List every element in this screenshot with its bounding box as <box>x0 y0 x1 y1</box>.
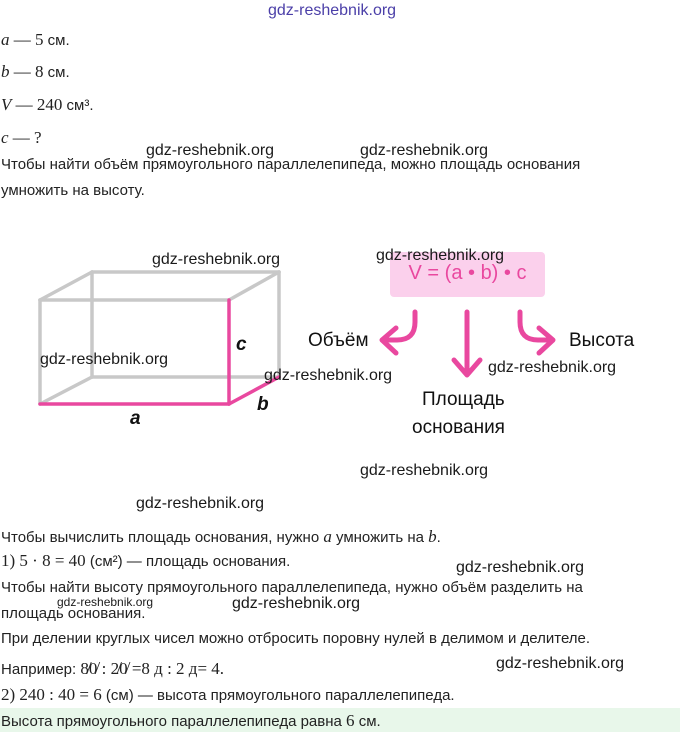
watermark: gdz-reshebnik.org <box>152 251 281 268</box>
watermark: gdz-reshebnik.org <box>232 595 361 612</box>
zeros-rule: При делении круглых чисел можно отбросить поровну нулей в делимом и делителе. <box>1 630 591 647</box>
height-rule-line2: площадь основания. <box>1 605 146 622</box>
box-edge <box>40 377 92 404</box>
watermark: gdz-reshebnik.org <box>488 359 617 376</box>
label-height: Высота <box>569 330 635 351</box>
watermark: gdz-reshebnik.org <box>57 595 154 609</box>
watermark: gdz-reshebnik.org <box>360 462 489 479</box>
box-edge <box>40 272 92 300</box>
given-b: b — 8 см. <box>1 62 70 81</box>
watermark: gdz-reshebnik.org <box>456 559 585 576</box>
step-1: 1) 5 · 8 = 40 (см²) — площадь основания. <box>1 551 291 570</box>
watermark: gdz-reshebnik.org <box>146 142 275 159</box>
height-rule-line1: Чтобы найти высоту прямоугольного параллелепипеда, нужно объём разделить на <box>1 579 583 596</box>
volume-formula: V = (a • b) • c <box>408 262 527 284</box>
watermark: gdz-reshebnik.org <box>268 2 397 19</box>
step-2: 2) 240 : 40 = 6 (см) — высота прямоугольного параллелепипеда. <box>1 685 455 704</box>
given-v: V — 240 см³. <box>1 95 94 114</box>
edge-b-label: b <box>257 394 269 415</box>
edge-c-label: c <box>236 334 247 355</box>
example: Например: 8̸0̸ : 2̸0̸ =8 д : 2 д= 4. <box>1 659 225 678</box>
edge-a-label: a <box>130 408 141 429</box>
watermark: gdz-reshebnik.org <box>40 351 169 368</box>
label-base-line1: Площадь <box>422 389 505 410</box>
volume-rule-line2: умножить на высоту. <box>1 182 145 199</box>
watermark: gdz-reshebnik.org <box>360 142 489 159</box>
watermark: gdz-reshebnik.org <box>136 495 265 512</box>
watermark: gdz-reshebnik.org <box>496 655 625 672</box>
volume-rule-line1: Чтобы найти объём прямоугольного параллелепипеда, можно площадь основания <box>1 156 581 173</box>
answer: Высота прямоугольного параллелепипеда равна 6 см. <box>1 711 381 730</box>
label-volume: Объём <box>308 330 369 351</box>
label-base-line2: основания <box>412 417 505 438</box>
watermark: gdz-reshebnik.org <box>376 247 505 264</box>
watermark: gdz-reshebnik.org <box>264 367 393 384</box>
box-edge <box>229 272 279 300</box>
given-a: a — 5 см. <box>1 30 70 49</box>
given-c: c — ? <box>1 128 42 147</box>
base-rule: Чтобы вычислить площадь основания, нужно a умножить на b. <box>1 527 441 546</box>
